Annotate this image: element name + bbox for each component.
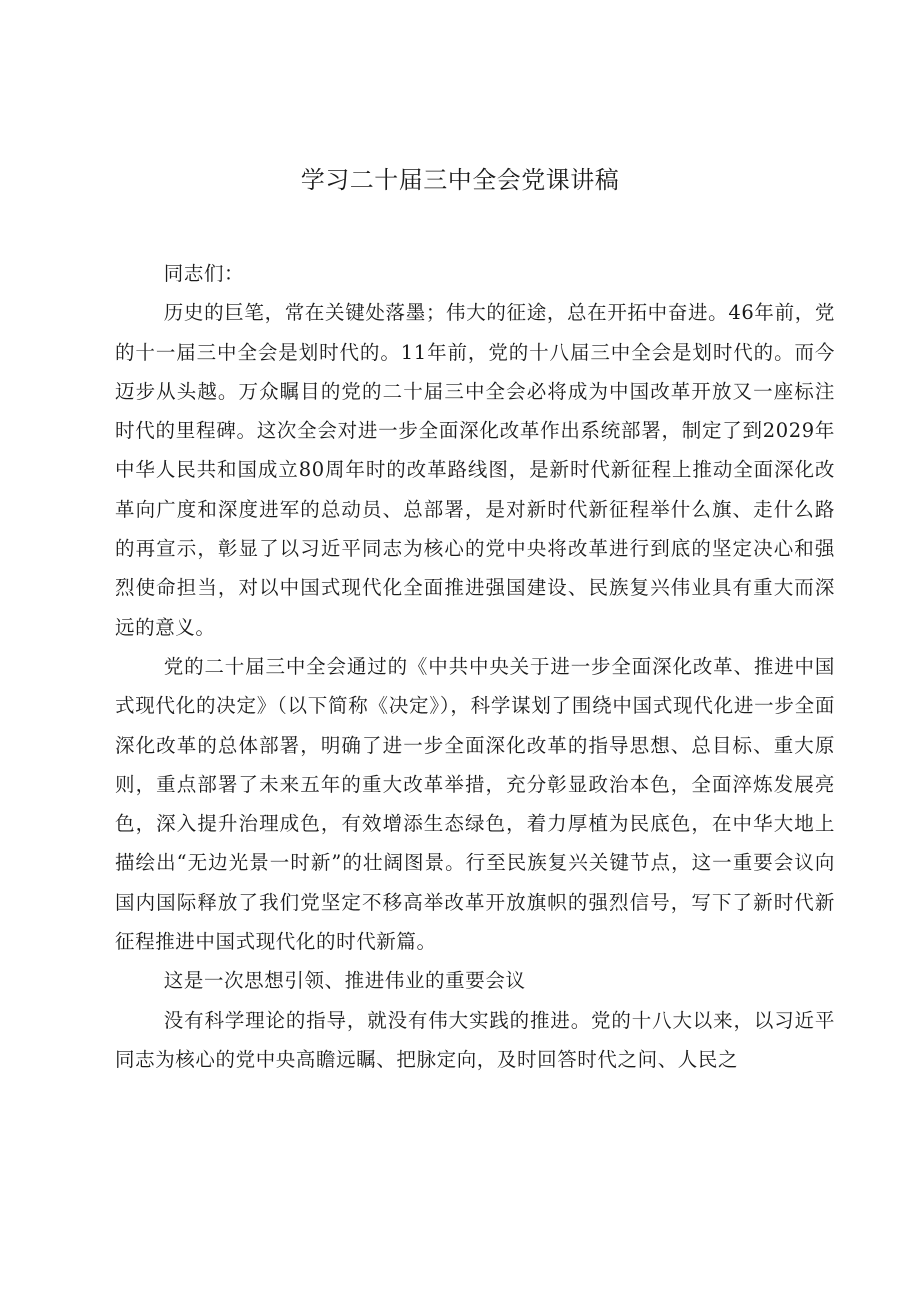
document-body: [115, 254, 835, 1079]
section-heading: 这是一次思想引领、推进伟业的重要会议: [163, 969, 526, 993]
paragraph-history: 历史的巨笔，常在关键处落墨；伟大的征途，总在开拓中奋进。46年前，党的十一届三中全会是划时代的。11年前，党的十八届三中全会是划时代的。而今迈步从头越。万众瞩目的党的二十届三中全会必将成为中国改革开放又一座标注时代的里程碑。这次全会对进一步全面深化改革作出系统部署，制定了到2029年中华人民共和国成立80周年时的改革路线图，是新时代新征程上推动全面深化改革向广度和深度进军的总动员、总部署，是对新时代新征程举什么旗、走什么路的再宣示，彰显了以习近平同志为核心的党中央将改革进行到底的坚定决心和强烈使命担当，对以中国式现代化全面推进强国建设、民族复兴伟业具有重大而深远的意义。: [115, 301, 835, 639]
paragraph-decision: 党的二十届三中全会通过的《中共中央关于进一步全面深化改革、推进中国式现代化的决定》（以下简称《决定》），科学谋划了围绕中国式现代化进一步全面深化改革的总体部署，明确了进一步全面深化改革的指导思想、总目标、重大原则，重点部署了未来五年的重大改革举措，充分彰显政治本色，全面淬炼发展亮色，深入提升治理成色，有效增添生态绿色，着力厚植为民底色，在中华大地上描绘出“无边光景一时新”的壮阔图景。行至民族复兴关键节点，这一重要会议向国内国际释放了我们党坚定不移高举改革开放旗帜的强烈信号，写下了新时代新征程推进中国式现代化的时代新篇。: [115, 654, 835, 954]
paragraph-theory: 没有科学理论的指导，就没有伟大实践的推进。党的十八大以来，以习近平同志为核心的党中央高瞻远瞩、把脉定向，及时回答时代之问、人民之: [115, 1008, 835, 1071]
document-title: 学习二十届三中全会党课讲稿: [300, 166, 620, 194]
greeting-paragraph: 同志们：: [163, 262, 245, 285]
